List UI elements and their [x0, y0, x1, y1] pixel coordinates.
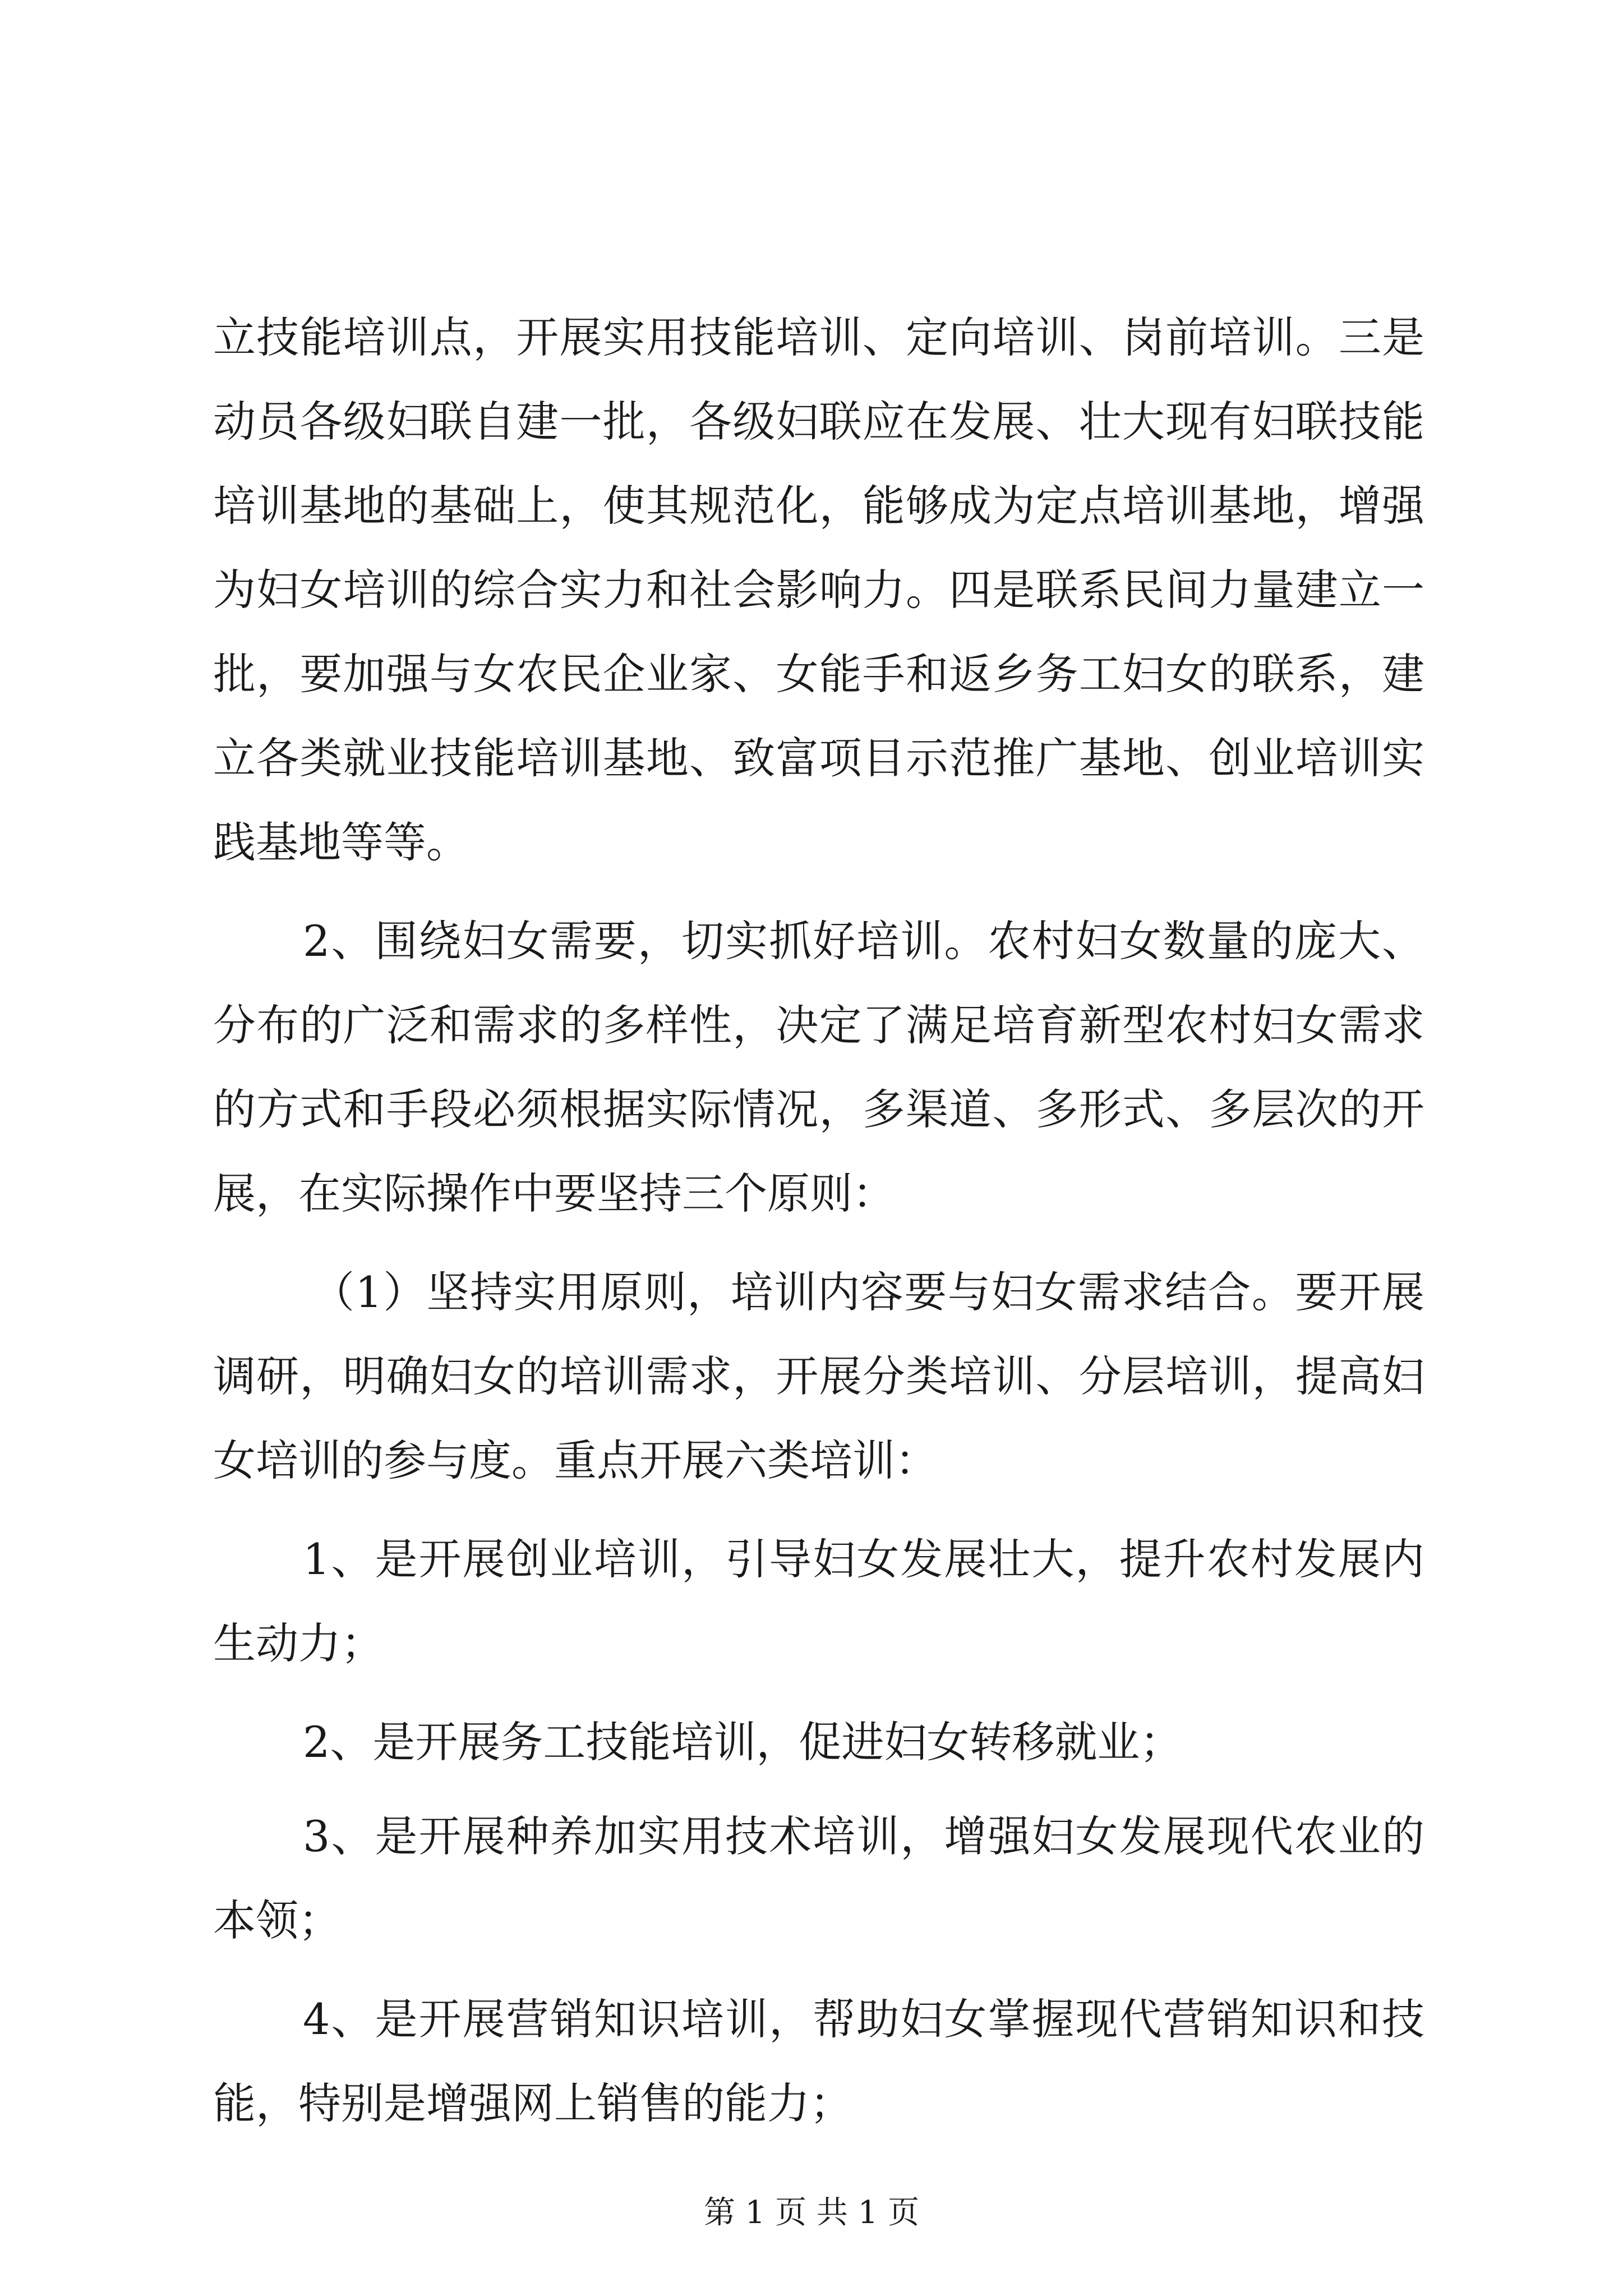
paragraph-line: 调研，明确妇女的培训需求，开展分类培训、分层培训，提高妇	[213, 1351, 1424, 1401]
paragraph-line: 动员各级妇联自建一批，各级妇联应在发展、壮大现有妇联技能	[213, 397, 1424, 447]
paragraph-line: 立各类就业技能培训基地、致富项目示范推广基地、创业培训实	[213, 733, 1424, 783]
paragraph-line: 践基地等等。	[213, 817, 469, 867]
paragraph-line: 的方式和手段必须根据实际情况，多渠道、多形式、多层次的开	[213, 1084, 1424, 1134]
paragraph-line: 立技能培训点，开展实用技能培训、定向培训、岗前培训。三是	[213, 312, 1424, 362]
paragraph-line: 2、围绕妇女需要，切实抓好培训。农村妇女数量的庞大、	[303, 916, 1424, 966]
list-item: 4、是开展营销知识培训，帮助妇女掌握现代营销知识和技	[303, 1994, 1424, 2044]
paragraph-line: 展，在实际操作中要坚持三个原则：	[213, 1168, 895, 1218]
list-item-continuation: 生动力；	[213, 1618, 384, 1668]
list-item: 3、是开展种养加实用技术培训，增强妇女发展现代农业的	[303, 1811, 1424, 1861]
list-item: 1、是开展创业培训，引导妇女发展壮大，提升农村发展内	[303, 1534, 1424, 1584]
paragraph-line: 培训基地的基础上，使其规范化，能够成为定点培训基地，增强	[213, 481, 1424, 531]
paragraph-line: 分布的广泛和需求的多样性，决定了满足培育新型农村妇女需求	[213, 1000, 1424, 1050]
paragraph-line: 女培训的参与度。重点开展六类培训：	[213, 1435, 938, 1485]
paragraph-line: 批，要加强与女农民企业家、女能手和返乡务工妇女的联系，建	[213, 649, 1424, 699]
paragraph-line: （1）坚持实用原则，培训内容要与妇女需求结合。要开展	[312, 1267, 1424, 1317]
list-item: 2、是开展务工技能培训，促进妇女转移就业；	[303, 1717, 1183, 1767]
list-item-continuation: 能，特别是增强网上销售的能力；	[213, 2078, 852, 2128]
paragraph-line: 为妇女培训的综合实力和社会影响力。四是联系民间力量建立一	[213, 565, 1424, 615]
page-footer: 第 1 页 共 1 页	[703, 2194, 920, 2231]
list-item-continuation: 本领；	[213, 1895, 341, 1945]
